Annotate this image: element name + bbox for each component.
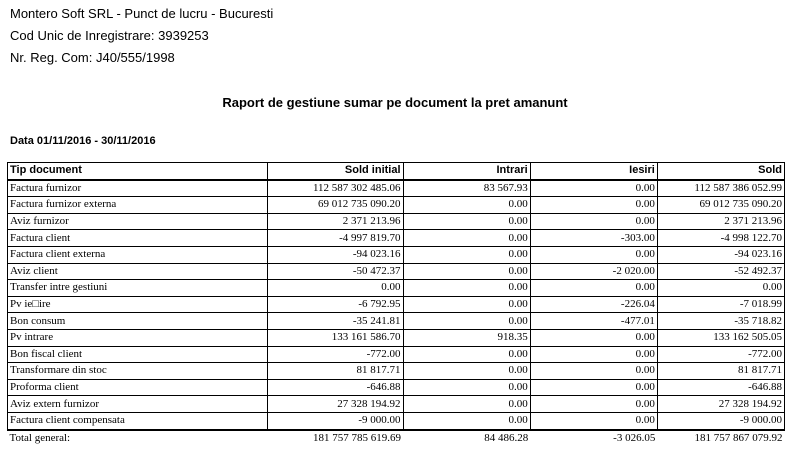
intrari-cell: 0.00: [403, 263, 530, 280]
tip-document-cell: Factura furnizor: [8, 180, 268, 197]
table-row: [8, 363, 785, 380]
iesiri-cell: -3 026.05: [530, 430, 657, 447]
sold-cell: 69 012 735 090.20: [657, 197, 784, 214]
sold-initial-cell: 69 012 735 090.20: [268, 197, 403, 214]
iesiri-cell: 0.00: [530, 379, 657, 396]
total-row: [8, 430, 785, 447]
table-row: [8, 246, 785, 263]
cui-label: Cod Unic de Inregistrare:: [10, 28, 155, 43]
reg-com-line: [10, 50, 175, 66]
iesiri-cell: 0.00: [530, 363, 657, 380]
sold-initial-cell: -35 241.81: [268, 313, 403, 330]
sold-initial-cell: 27 328 194.92: [268, 396, 403, 413]
tip-document-cell: Factura client: [8, 230, 268, 247]
table-body: [8, 180, 785, 447]
sold-cell: 181 757 867 079.92: [657, 430, 784, 447]
column-header-sold: Sold: [657, 163, 784, 180]
sold-cell: -646.88: [657, 379, 784, 396]
sold-cell: 133 162 505.05: [657, 329, 784, 346]
table-row: [8, 313, 785, 330]
sold-initial-cell: 0.00: [268, 280, 403, 297]
table-row: [8, 180, 785, 197]
sold-initial-cell: -646.88: [268, 379, 403, 396]
iesiri-cell: -226.04: [530, 296, 657, 313]
tip-document-cell: Transformare din stoc: [8, 363, 268, 380]
tip-document-cell: Factura furnizor externa: [8, 197, 268, 214]
table-row: [8, 280, 785, 297]
iesiri-cell: -303.00: [530, 230, 657, 247]
sold-cell: 112 587 386 052.99: [657, 180, 784, 197]
table-row: [8, 296, 785, 313]
table-row: [8, 230, 785, 247]
iesiri-cell: 0.00: [530, 280, 657, 297]
tip-document-cell: Pv intrare: [8, 329, 268, 346]
intrari-cell: 0.00: [403, 412, 530, 429]
table-row: [8, 396, 785, 413]
table-row: [8, 329, 785, 346]
column-header-tip-document: Tip document: [8, 163, 268, 180]
reg-com-label: Nr. Reg. Com:: [10, 50, 93, 65]
intrari-cell: 84 486.28: [403, 430, 530, 447]
column-header-sold-initial: Sold initial: [268, 163, 403, 180]
report-title: Raport de gestiune sumar pe document la pret amanunt: [222, 95, 568, 110]
tip-document-cell: Factura client externa: [8, 246, 268, 263]
company-name: Montero Soft SRL - Punct de lucru - Bucuresti: [10, 6, 274, 21]
sold-cell: 81 817.71: [657, 363, 784, 380]
cui-line: [10, 28, 209, 44]
table-row: [8, 346, 785, 363]
intrari-cell: 0.00: [403, 313, 530, 330]
intrari-cell: 0.00: [403, 296, 530, 313]
iesiri-cell: 0.00: [530, 396, 657, 413]
tip-document-cell: Proforma client: [8, 379, 268, 396]
tip-document-cell: Bon consum: [8, 313, 268, 330]
iesiri-cell: 0.00: [530, 213, 657, 230]
intrari-cell: 0.00: [403, 197, 530, 214]
sold-initial-cell: 133 161 586.70: [268, 329, 403, 346]
tip-document-cell: Total general:: [8, 430, 268, 447]
tip-document-cell: Bon fiscal client: [8, 346, 268, 363]
table-row: [8, 379, 785, 396]
reg-com-value: J40/555/1998: [95, 50, 175, 65]
iesiri-cell: 0.00: [530, 180, 657, 197]
iesiri-cell: 0.00: [530, 329, 657, 346]
sold-cell: -52 492.37: [657, 263, 784, 280]
sold-cell: 0.00: [657, 280, 784, 297]
report-period: Data 01/11/2016 - 30/11/2016: [10, 135, 156, 147]
intrari-cell: 83 567.93: [403, 180, 530, 197]
sold-cell: 27 328 194.92: [657, 396, 784, 413]
table-row: [8, 197, 785, 214]
sold-initial-cell: -94 023.16: [268, 246, 403, 263]
sold-initial-cell: -9 000.00: [268, 412, 403, 429]
tip-document-cell: Aviz furnizor: [8, 213, 268, 230]
iesiri-cell: -477.01: [530, 313, 657, 330]
intrari-cell: 0.00: [403, 246, 530, 263]
sold-initial-cell: 2 371 213.96: [268, 213, 403, 230]
sold-cell: -35 718.82: [657, 313, 784, 330]
sold-initial-cell: 181 757 785 619.69: [268, 430, 403, 447]
iesiri-cell: 0.00: [530, 346, 657, 363]
table-header-row: [8, 163, 785, 180]
tip-document-cell: Pv ie□ire: [8, 296, 268, 313]
sold-initial-cell: -772.00: [268, 346, 403, 363]
table-row: [8, 263, 785, 280]
sold-initial-cell: -6 792.95: [268, 296, 403, 313]
intrari-cell: 0.00: [403, 396, 530, 413]
column-header-intrari: Intrari: [403, 163, 530, 180]
column-header-iesiri: Iesiri: [530, 163, 657, 180]
sold-cell: 2 371 213.96: [657, 213, 784, 230]
sold-cell: -7 018.99: [657, 296, 784, 313]
iesiri-cell: 0.00: [530, 197, 657, 214]
tip-document-cell: Aviz client: [8, 263, 268, 280]
table-row: [8, 213, 785, 230]
table-row: [8, 412, 785, 429]
intrari-cell: 0.00: [403, 230, 530, 247]
intrari-cell: 0.00: [403, 379, 530, 396]
tip-document-cell: Factura client compensata: [8, 412, 268, 429]
sold-initial-cell: 112 587 302 485.06: [268, 180, 403, 197]
sold-cell: -4 998 122.70: [657, 230, 784, 247]
iesiri-cell: 0.00: [530, 412, 657, 429]
tip-document-cell: Aviz extern furnizor: [8, 396, 268, 413]
intrari-cell: 0.00: [403, 346, 530, 363]
sold-cell: -9 000.00: [657, 412, 784, 429]
intrari-cell: 918.35: [403, 329, 530, 346]
intrari-cell: 0.00: [403, 280, 530, 297]
iesiri-cell: -2 020.00: [530, 263, 657, 280]
sold-initial-cell: -4 997 819.70: [268, 230, 403, 247]
sold-initial-cell: -50 472.37: [268, 263, 403, 280]
tip-document-cell: Transfer intre gestiuni: [8, 280, 268, 297]
iesiri-cell: 0.00: [530, 246, 657, 263]
report-table: [7, 162, 785, 446]
sold-cell: -94 023.16: [657, 246, 784, 263]
sold-initial-cell: 81 817.71: [268, 363, 403, 380]
cui-value: 3939253: [158, 28, 209, 43]
intrari-cell: 0.00: [403, 213, 530, 230]
intrari-cell: 0.00: [403, 363, 530, 380]
sold-cell: -772.00: [657, 346, 784, 363]
